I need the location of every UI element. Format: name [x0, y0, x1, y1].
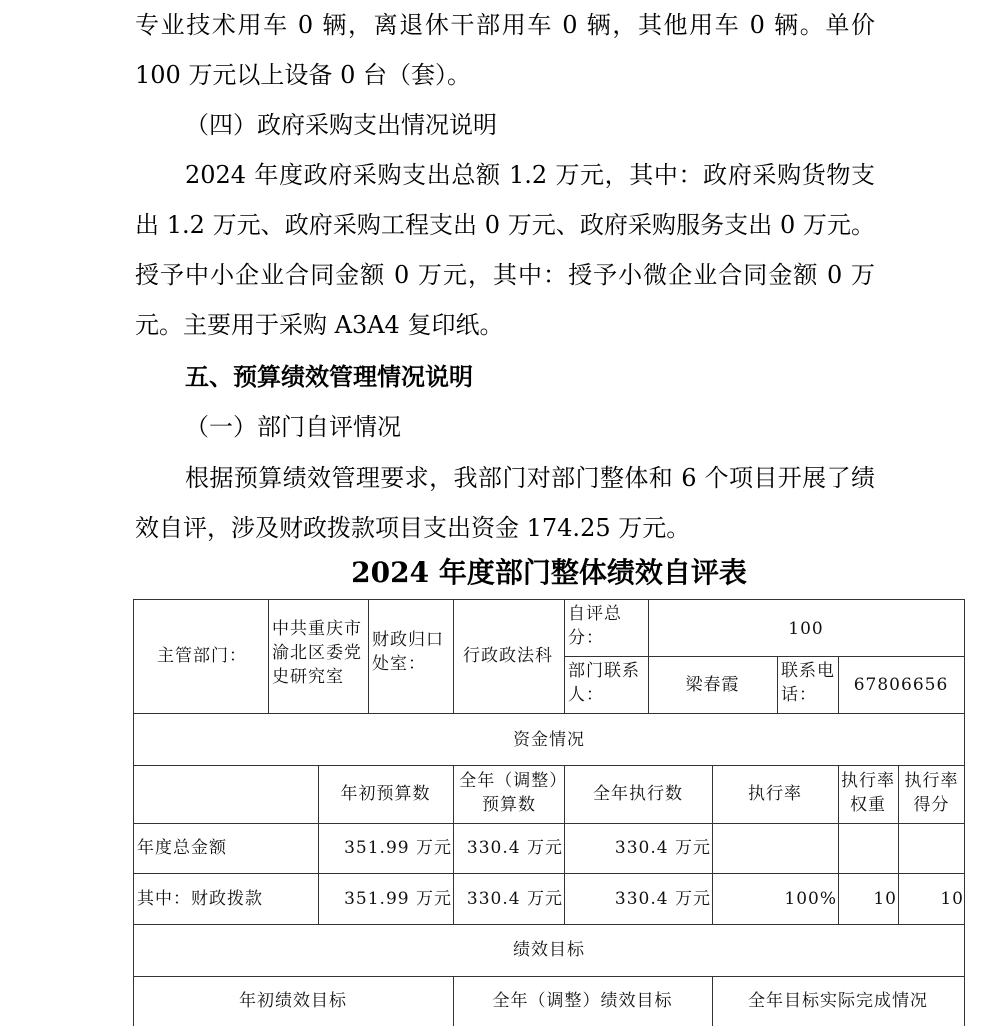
cell-initial-budget: 351.99 万元: [344, 889, 452, 909]
heading-self-evaluation: （一）部门自评情况: [185, 413, 401, 441]
table-title: 2024 年度部门整体绩效自评表: [351, 556, 747, 589]
cell-adjusted-budget: 330.4 万元: [466, 838, 563, 858]
col-actual-execution: 全年执行数: [593, 784, 683, 804]
col-initial-target: 年初绩效目标: [239, 991, 347, 1011]
col-rate-score: 执行率得分: [904, 771, 959, 815]
dept-label: 主管部门：: [157, 646, 247, 666]
row-label: 其中：财政拨款: [137, 889, 263, 909]
col-actual-completion: 全年目标实际完成情况: [748, 991, 928, 1011]
paragraph-procurement: 2024 年度政府采购支出总额 1.2 万元，其中：政府采购货物支出 1.2 万元、政府采购工程支出 0 万元、政府采购服务支出 0 万元。授予中小企业合同金额 0 万元，其中：授予小微企业合同金额 0 万元。主要用于采购 A3A4 复印纸。: [135, 161, 875, 339]
col-execution-rate: 执行率: [748, 784, 802, 804]
cell-actual-execution: 330.4 万元: [614, 889, 711, 909]
cell-initial-budget: 351.99 万元: [344, 838, 452, 858]
score-value: 100: [788, 619, 824, 639]
paragraph-self-evaluation: 根据预算绩效管理要求，我部门对部门整体和 6 个项目开展了绩效自评，涉及财政拨款项目支出资金 174.25 万元。: [135, 464, 875, 542]
heading-procurement: （四）政府采购支出情况说明: [185, 111, 497, 139]
cell-rate-score: 10: [940, 889, 964, 909]
cell-adjusted-budget: 330.4 万元: [466, 889, 563, 909]
dept-value: 中共重庆市渝北区委党史研究室: [272, 619, 362, 687]
col-rate-weight: 执行率权重: [841, 771, 895, 815]
targets-header: 绩效目标: [513, 940, 585, 960]
col-initial-budget: 年初预算数: [340, 784, 431, 804]
heading-performance-management: 五、预算绩效管理情况说明: [185, 363, 473, 391]
cell-execution-rate: 100%: [784, 889, 837, 909]
cell-rate-weight: 10: [873, 889, 897, 909]
cell-actual-execution: 330.4 万元: [614, 838, 711, 858]
row-label: 年度总金额: [137, 838, 227, 858]
phone-label: 联系电话：: [781, 661, 835, 705]
col-adjusted-budget: 全年（调整）预算数: [459, 771, 559, 815]
finance-office-label: 财政归口处室：: [372, 630, 444, 674]
col-adjusted-target: 全年（调整）绩效目标: [492, 991, 673, 1011]
contact-value: 梁春霞: [685, 675, 740, 695]
funds-header: 资金情况: [513, 730, 585, 750]
contact-label: 部门联系人：: [568, 661, 640, 705]
phone-value: 67806656: [853, 675, 949, 695]
paragraph-vehicles: 专业技术用车 0 辆，离退休干部用车 0 辆，其他用车 0 辆。单价 100 万元以上设备 0 台（套）。: [135, 11, 875, 89]
score-label: 自评总分：: [568, 604, 622, 648]
finance-office-value: 行政政法科: [463, 646, 553, 666]
